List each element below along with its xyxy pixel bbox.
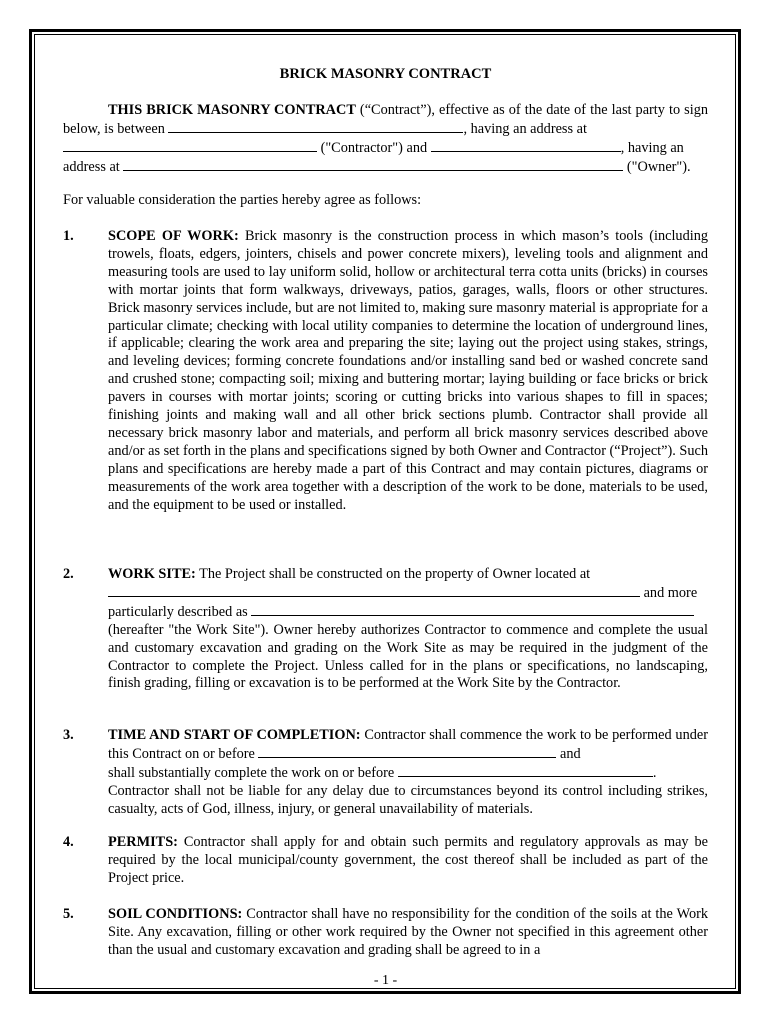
section-heading: SCOPE OF WORK: — [108, 228, 239, 244]
intro-text-4: , having an — [620, 139, 684, 156]
section-number: 3. — [63, 727, 74, 743]
intro-lead: THIS BRICK MASONRY CONTRACT — [108, 102, 356, 118]
section-1 — [63, 228, 708, 515]
contractor-name-blank[interactable] — [168, 120, 463, 133]
section-4 — [63, 834, 708, 888]
section-text: Contractor shall commence the work to be performed under this Contract on or before — [108, 727, 708, 762]
intro-paragraph — [63, 102, 708, 177]
section-number: 5. — [63, 906, 74, 922]
section-heading: WORK SITE: — [108, 566, 196, 582]
consideration-text: For valuable consideration the parties hereby agree as follows: — [63, 192, 422, 208]
section-number: 1. — [63, 228, 74, 244]
page-number: - 1 - — [373, 973, 398, 988]
intro-text-3: ("Contractor") and — [317, 139, 431, 156]
contractor-address-blank[interactable] — [63, 139, 317, 152]
section-text: particularly described as — [108, 603, 252, 620]
section-2 — [63, 566, 708, 693]
section-3 — [63, 727, 708, 819]
section-heading: TIME AND START OF COMPLETION: — [108, 727, 361, 743]
section-text: Contractor shall apply for and obtain such permits and regulatory approvals as may be required by the local municipal/county government, the cost thereof shall be included as part of the Project price. — [108, 834, 708, 886]
intro-text-2: , having an address at — [463, 120, 587, 137]
section-text: Contractor shall have no responsibility for the condition of the soils at the Work Site. Any excavation, filling or other work required by the Owner not specified in this agreement other than the usual and customary excavation and grading shall be agreed to in a — [108, 906, 708, 958]
section-text: . — [652, 764, 657, 781]
section-heading: PERMITS: — [108, 834, 178, 850]
section-text: shall substantially complete the work on or before — [108, 764, 398, 781]
section-text: and — [556, 745, 581, 762]
section-text: and more — [640, 584, 698, 601]
intro-text-6: ("Owner"). — [623, 158, 691, 175]
commence-date-blank[interactable] — [258, 745, 556, 758]
completion-date-blank[interactable] — [398, 764, 653, 777]
section-text: Contractor shall not be liable for any delay due to circumstances beyond its control including strikes, casualty, acts of God, illness, injury, or general unavailability of materials. — [108, 782, 708, 817]
section-number: 4. — [63, 834, 74, 850]
work-site-description-blank[interactable] — [251, 603, 694, 616]
intro-text-1: (“Contract”), effective as of the date of the last party to sign below, is between — [63, 102, 708, 137]
section-text: Brick masonry is the construction process in which mason’s tools (including trowels, floats, edgers, jointers, chisels and power concrete mixers), leveling tools and alignment and measuring tools are used to lay uniform solid, hollow or architectural terra cotta units (bricks) in courses with mortar joints that form walkways, driveways, patios, garages, walls, floors or other structures. Brick masonry services include, but are not limited to, making sure masonry material is appropriate for a particular climate; checking with local utility companies to determine the location of underground lines, if applicable; clearing the work area and preparing the site; laying out the project using stakes, strings, and leveling devices; forming concrete foundations and/or installing sand bed or washed concrete sand and crushed stone; compacting soil; mixing and buttering mortar; laying building or face bricks or brick pavers in courses with mortar joints; scoring or cutting bricks into various shapes to fill in spaces; finishing joints and making wall and all other brick sections plumb. Contractor shall provide all necessary brick masonry labor and materials, and perform all brick masonry services described above and/or as set forth in the plans and specifications signed by both Owner and Contractor (“Project”). Such plans and specifications are hereby made a part of this Contract and may contain pictures, diagrams or measurements of the work area together with a description of the work to be done, materials to be used, and the equipment to be used or installed. — [108, 228, 708, 513]
section-text: (hereafter "the Work Site"). Owner hereby authorizes Contractor to commence and complete the usual and customary excavation and grading on the Work Site as may be required in the judgment of the Contractor to complete the Project. Unless called for in the plans or specifications, no landscaping, finish grading, filling or excavation is to be performed at the Work Site by the Contractor. — [108, 621, 708, 692]
document-title: BRICK MASONRY CONTRACT — [279, 66, 492, 82]
section-heading: SOIL CONDITIONS: — [108, 906, 243, 922]
work-site-address-blank[interactable] — [108, 584, 640, 597]
intro-text-5: address at — [63, 158, 124, 175]
section-number: 2. — [63, 566, 74, 582]
owner-name-blank[interactable] — [431, 139, 621, 152]
owner-address-blank[interactable] — [123, 158, 623, 171]
section-text: The Project shall be constructed on the property of Owner located at — [195, 566, 591, 582]
section-5 — [63, 906, 708, 960]
